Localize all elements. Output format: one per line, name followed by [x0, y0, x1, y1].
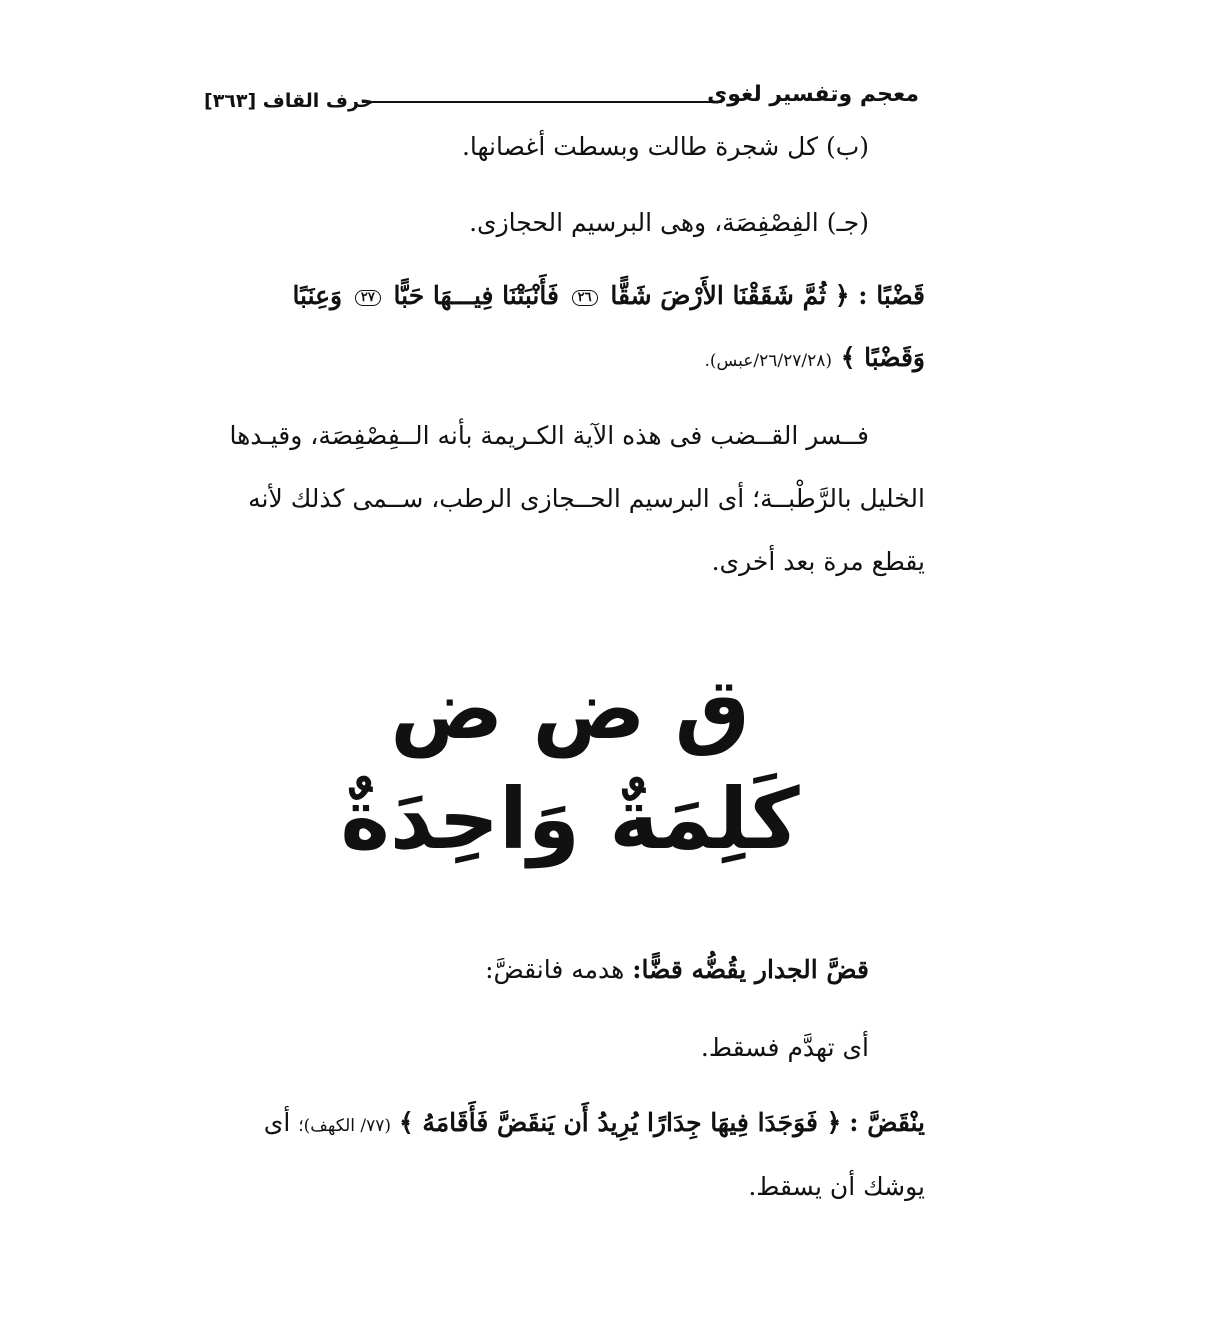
explanation-line3: يقطع مرة بعد أخرى. [711, 547, 925, 576]
explanation-line1: فــسر القــضب فى هذه الآية الكـريمة بأنه الــفِصْفِصَة، وقيـدها [229, 421, 869, 450]
entry-qadb-line2 [704, 343, 925, 372]
item-c: (جـ) الفِصْفِصَة، وهى البرسيم الحجازى. [469, 208, 869, 237]
verse-kahf: ﴿ فَوَجَدَا فِيهَا جِدَارًا يُرِيدُ أَن يَنقَضَّ فَأَقَامَهُ ﴾ [398, 1108, 842, 1137]
definition-bold: قضَّ الجدار يقُضُّه قضًّا: [632, 955, 869, 984]
entry-qadd-verse-line [264, 1108, 925, 1137]
verse-part3: وَعِنَبًا [292, 281, 343, 310]
entry-qadb-line1 [292, 281, 925, 310]
reference-kahf: (٧٧/ الكهف)؛ [298, 1116, 392, 1136]
header-divider [362, 101, 722, 103]
page-section-label: حرف القاف [٣٦٣] [204, 90, 374, 112]
headword-yanqadd: ينْقَضَّ : [849, 1108, 925, 1137]
explanation-line2: الخليل بالرَّطْبــة؛ أى البرسيم الحــجازى الرطب، ســمى كذلك لأنه [248, 484, 925, 513]
entry-qadd-meaning: أى تهدَّم فسقط. [700, 1033, 869, 1062]
root-subtitle: كَلِمَةٌ وَاحِدَةٌ [340, 770, 800, 868]
entry-qadd-last-line: يوشك أن يسقط. [748, 1172, 925, 1201]
reference-abasa: (٢٦/٢٧/٢٨/عبس). [704, 351, 833, 371]
verse-part1: ﴿ ثُمَّ شَقَقْنَا الأَرْضَ شَقًّا [610, 281, 850, 310]
ayah-number-26: ٢٦ [572, 290, 598, 306]
headword-qadb: قَضْبًا : [858, 281, 925, 310]
book-title: معجم وتفسير لغوى [707, 82, 919, 107]
root-heading: ق ض ض [390, 660, 750, 758]
verse-part2: فَأَنْبَتْنَا فِيـــهَا حَبًّا [393, 281, 559, 310]
verse-part4: وَقَضْبًا ﴾ [840, 343, 925, 372]
tail-word: أى [263, 1108, 291, 1137]
item-b: (ب) كل شجرة طالت وبسطت أغصانها. [461, 132, 869, 161]
entry-qadd-definition [485, 955, 869, 984]
ayah-number-27: ٢٧ [355, 290, 381, 306]
definition-rest: هدمه فانقضَّ: [485, 955, 625, 984]
